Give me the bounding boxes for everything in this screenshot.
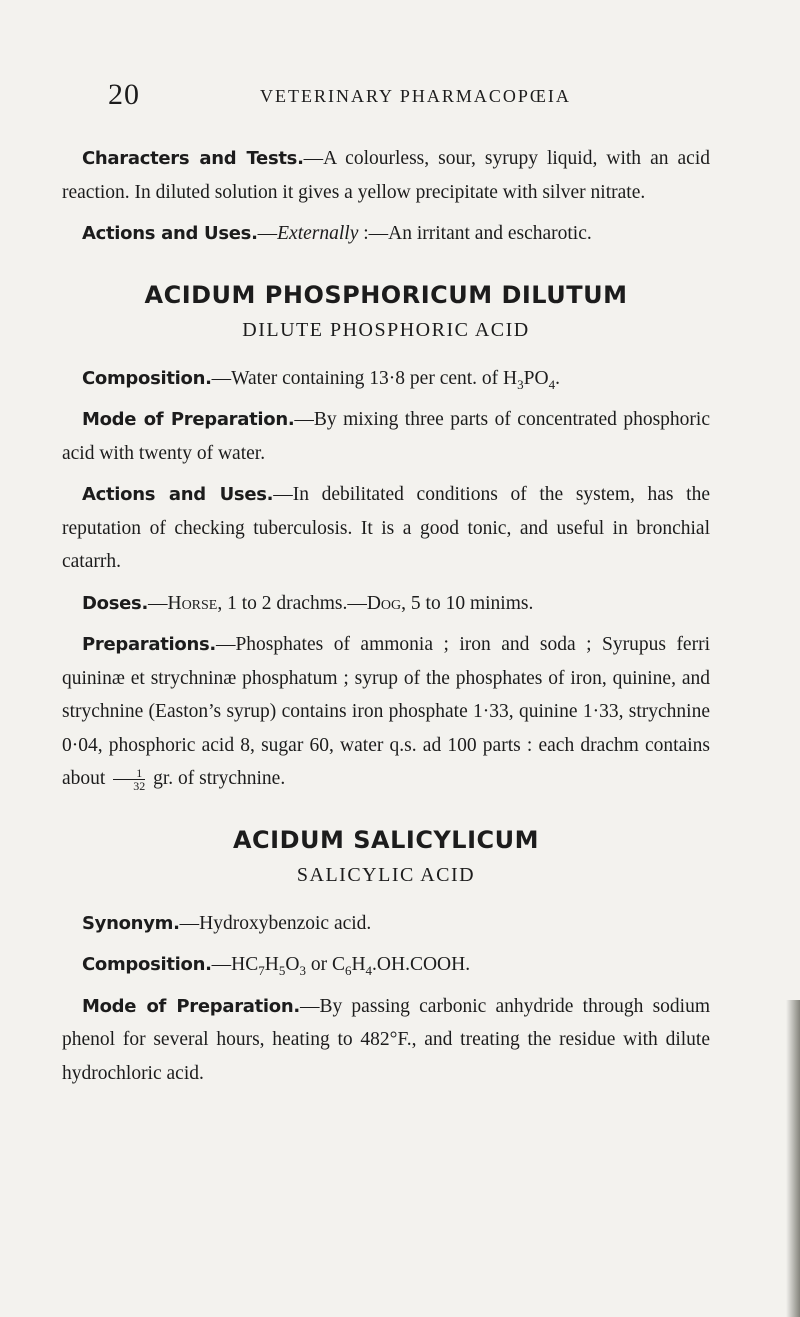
running-head: VETERINARY PHARMACOPŒIA [260,86,571,106]
doses-lead: Doses. [82,592,148,614]
salicylic-composition-paragraph [62,948,710,982]
mode-preparation-lead: Mode of Preparation. [82,409,295,430]
salicylic-mode-lead: Mode of Preparation. [82,995,300,1017]
doses-paragraph [62,587,710,621]
preparations-paragraph [62,628,710,796]
formula-part: or C [305,954,345,975]
salicylic-mode-paragraph [62,990,710,1091]
formula-sub: 6 [344,962,352,978]
formula-part: .OH.COOH. [372,954,471,975]
formula-h3po4 [503,367,560,392]
actions-phosphoric-text: —In debilitated conditions of the system, has the reputation of checking tuberculosis. It is a good tonic, and useful in bronchial catarrh. [62,484,710,572]
composition-paragraph [62,362,710,396]
characters-paragraph [62,142,710,209]
mode-preparation-text: —By mixing three parts of concentrated phosphoric acid with twenty of water. [62,409,710,464]
formula-part: PO [523,367,549,389]
salicylic-mode-text: —By passing carbonic anhydride through sodium phenol for several hours, heating to 482°F., and treating the residue with dilute hydrochloric acid. [62,995,710,1084]
actions-phosphoric-lead: Actions and Uses. [82,484,274,505]
fraction-numerator: 1 [113,767,145,780]
formula-sub: 3 [517,376,524,392]
formula-sub: 7 [258,962,265,978]
synonym-lead: Synonym. [82,912,180,934]
section-subtitle-salicylic: SALICYLIC ACID [296,864,476,886]
actions-uses-paragraph [62,217,710,251]
actions-uses-text: :—An irritant and escharotic. [358,223,592,244]
formula-part: O [285,954,300,975]
formula-sub: 4 [365,962,373,978]
actions-uses-dash: — [257,223,278,244]
section-title-phosphoric: ACIDUM PHOSPHORICUM DILUTUM [144,280,628,309]
formula-part: H [503,367,518,389]
preparations-end: gr. of strychnine. [148,768,286,789]
horse-label: Horse [167,592,218,614]
preparations-text: —Phosphates of ammonia ; iron and soda ; Syrupus ferri quininæ et strychninæ phosphatum ; syrup of the phosphates of iron, quinine, and strychnine (Easton’s syrup) contains iron phosphate 1·33, quinine 1·33, strychnine 0·04, phosphoric acid 8, sugar 60, water q.s. ad 100 parts : each drachm contains about [62,634,710,789]
salicylic-composition-lead: Composition. [82,954,212,975]
formula-sub: 5 [278,962,286,978]
formula-part: . [555,367,560,389]
actions-phosphoric-paragraph [62,478,710,579]
fraction-denominator: 32 [133,779,146,794]
section-subtitle-phosphoric: DILUTE PHOSPHORIC ACID [242,319,530,341]
actions-uses-lead: Actions and Uses. [82,223,258,244]
mode-preparation-paragraph [62,403,710,470]
page-edge-shadow [786,1000,800,1317]
composition-lead: Composition. [82,367,212,389]
doses-dash: — [147,592,168,614]
formula-part: —HC [211,954,259,975]
synonym-text: —Hydroxybenzoic acid. [179,912,372,934]
dog-label: Dog [366,592,402,614]
page-body [62,142,710,1098]
dog-dose: , 5 to 10 minims. [401,592,534,614]
formula-sub: 4 [548,376,556,392]
page-number: 20 [108,78,140,111]
page-header [108,78,708,118]
formula-part: H [264,954,279,975]
synonym-paragraph [62,907,710,941]
characters-text: —A colourless, sour, syrupy liquid, with an acid reaction. In diluted solution it gives a yellow precipitate with silver nitrate. [62,148,710,203]
composition-text: —Water containing 13·8 per cent. of [211,367,504,389]
fraction [113,767,145,792]
formula-part: H [351,954,366,975]
preparations-lead: Preparations. [82,634,216,655]
externally-italic: Externally [277,223,359,244]
horse-dose: , 1 to 2 drachms.— [217,592,367,614]
section-title-salicylic: ACIDUM SALICYLICUM [232,825,540,854]
formula-sub: 3 [299,962,306,978]
characters-lead: Characters and Tests. [82,148,304,169]
